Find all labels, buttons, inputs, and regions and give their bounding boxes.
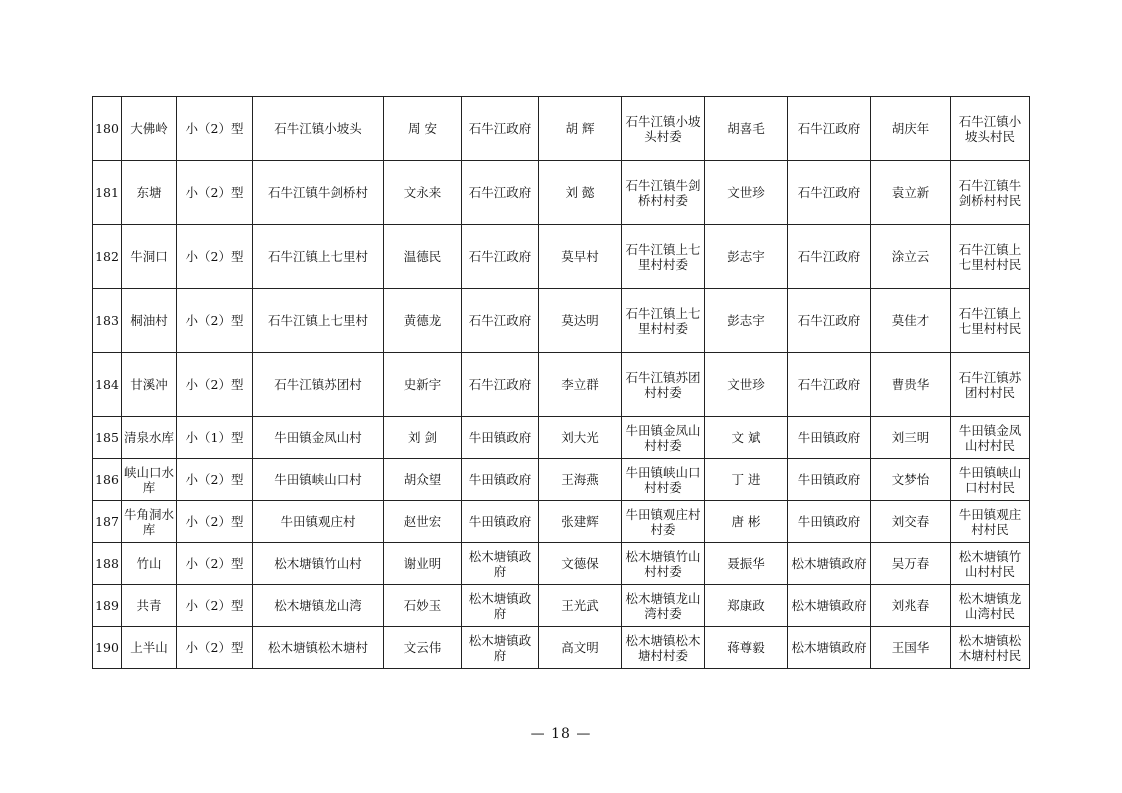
patrol-person-cell: 王国华 [871, 627, 951, 669]
location-cell: 松木塘镇龙山湾 [253, 585, 384, 627]
admin-unit-cell: 牛田镇政府 [462, 417, 539, 459]
admin-person-cell: 赵世宏 [384, 501, 462, 543]
tech-unit-cell: 石牛江镇上七里村村委 [622, 225, 705, 289]
patrol-person-cell: 刘三明 [871, 417, 951, 459]
inspect-unit-cell: 石牛江政府 [788, 225, 871, 289]
table-row [93, 585, 1030, 627]
admin-unit-cell: 石牛江政府 [462, 97, 539, 161]
admin-unit-cell: 松木塘镇政府 [462, 627, 539, 669]
patrol-person-cell: 刘兆春 [871, 585, 951, 627]
inspect-person-cell: 郑康政 [705, 585, 788, 627]
location-cell: 松木塘镇松木塘村 [253, 627, 384, 669]
tech-unit-cell: 松木塘镇松木塘村村委 [622, 627, 705, 669]
patrol-unit-cell: 石牛江镇苏团村村民 [951, 353, 1030, 417]
reservoir-type-cell: 小（2）型 [177, 585, 253, 627]
tech-unit-cell: 石牛江镇小坡头村委 [622, 97, 705, 161]
patrol-unit-cell: 牛田镇金凤山村村民 [951, 417, 1030, 459]
location-cell: 石牛江镇苏团村 [253, 353, 384, 417]
reservoir-name-cell: 共青 [122, 585, 177, 627]
tech-unit-cell: 牛田镇观庄村村委 [622, 501, 705, 543]
inspect-unit-cell: 松木塘镇政府 [788, 627, 871, 669]
admin-unit-cell: 石牛江政府 [462, 289, 539, 353]
table-row [93, 627, 1030, 669]
admin-person-cell: 黄德龙 [384, 289, 462, 353]
admin-person-cell: 史新宇 [384, 353, 462, 417]
inspect-person-cell: 文 斌 [705, 417, 788, 459]
inspect-unit-cell: 松木塘镇政府 [788, 543, 871, 585]
row-number-cell: 181 [93, 161, 122, 225]
tech-person-cell: 王光武 [539, 585, 622, 627]
tech-unit-cell: 石牛江镇牛剑桥村村委 [622, 161, 705, 225]
table-row [93, 289, 1030, 353]
inspect-person-cell: 丁 进 [705, 459, 788, 501]
inspect-person-cell: 彭志宇 [705, 289, 788, 353]
tech-person-cell: 高文明 [539, 627, 622, 669]
inspect-unit-cell: 牛田镇政府 [788, 501, 871, 543]
admin-person-cell: 周 安 [384, 97, 462, 161]
tech-unit-cell: 松木塘镇龙山湾村委 [622, 585, 705, 627]
reservoir-name-cell: 甘溪冲 [122, 353, 177, 417]
admin-person-cell: 文云伟 [384, 627, 462, 669]
tech-unit-cell: 石牛江镇上七里村村委 [622, 289, 705, 353]
table-row [93, 459, 1030, 501]
patrol-unit-cell: 松木塘镇松木塘村村民 [951, 627, 1030, 669]
reservoir-name-cell: 清泉水库 [122, 417, 177, 459]
patrol-unit-cell: 石牛江镇牛剑桥村村民 [951, 161, 1030, 225]
tech-person-cell: 李立群 [539, 353, 622, 417]
admin-unit-cell: 石牛江政府 [462, 353, 539, 417]
inspect-unit-cell: 石牛江政府 [788, 289, 871, 353]
location-cell: 石牛江镇上七里村 [253, 289, 384, 353]
inspect-unit-cell: 牛田镇政府 [788, 417, 871, 459]
inspect-person-cell: 彭志宇 [705, 225, 788, 289]
tech-person-cell: 莫达明 [539, 289, 622, 353]
inspect-unit-cell: 石牛江政府 [788, 161, 871, 225]
row-number-cell: 183 [93, 289, 122, 353]
row-number-cell: 182 [93, 225, 122, 289]
inspect-unit-cell: 牛田镇政府 [788, 459, 871, 501]
inspect-person-cell: 文世珍 [705, 161, 788, 225]
patrol-unit-cell: 牛田镇观庄村村民 [951, 501, 1030, 543]
inspect-unit-cell: 松木塘镇政府 [788, 585, 871, 627]
location-cell: 松木塘镇竹山村 [253, 543, 384, 585]
tech-person-cell: 文德保 [539, 543, 622, 585]
reservoir-type-cell: 小（1）型 [177, 417, 253, 459]
admin-person-cell: 胡众望 [384, 459, 462, 501]
location-cell: 牛田镇观庄村 [253, 501, 384, 543]
table-row [93, 97, 1030, 161]
tech-unit-cell: 石牛江镇苏团村村委 [622, 353, 705, 417]
patrol-unit-cell: 牛田镇峡山口村村民 [951, 459, 1030, 501]
reservoir-type-cell: 小（2）型 [177, 627, 253, 669]
row-number-cell: 188 [93, 543, 122, 585]
row-number-cell: 184 [93, 353, 122, 417]
location-cell: 石牛江镇上七里村 [253, 225, 384, 289]
reservoir-name-cell: 牛洞口 [122, 225, 177, 289]
admin-unit-cell: 石牛江政府 [462, 161, 539, 225]
table-row [93, 543, 1030, 585]
page-number: — 18 — [530, 726, 592, 742]
reservoir-name-cell: 峡山口水库 [122, 459, 177, 501]
patrol-person-cell: 吴万春 [871, 543, 951, 585]
admin-person-cell: 谢业明 [384, 543, 462, 585]
inspect-person-cell: 胡喜毛 [705, 97, 788, 161]
tech-person-cell: 胡 辉 [539, 97, 622, 161]
admin-person-cell: 刘 剑 [384, 417, 462, 459]
reservoir-name-cell: 东塘 [122, 161, 177, 225]
location-cell: 石牛江镇小坡头 [253, 97, 384, 161]
table-row [93, 501, 1030, 543]
row-number-cell: 189 [93, 585, 122, 627]
tech-unit-cell: 松木塘镇竹山村村委 [622, 543, 705, 585]
admin-unit-cell: 牛田镇政府 [462, 501, 539, 543]
reservoir-name-cell: 桐油村 [122, 289, 177, 353]
location-cell: 石牛江镇牛剑桥村 [253, 161, 384, 225]
inspect-person-cell: 蒋尊毅 [705, 627, 788, 669]
inspect-unit-cell: 石牛江政府 [788, 97, 871, 161]
tech-person-cell: 王海燕 [539, 459, 622, 501]
patrol-unit-cell: 石牛江镇上七里村村民 [951, 289, 1030, 353]
table-row [93, 417, 1030, 459]
admin-person-cell: 温德民 [384, 225, 462, 289]
reservoir-type-cell: 小（2）型 [177, 353, 253, 417]
reservoir-name-cell: 上半山 [122, 627, 177, 669]
tech-person-cell: 莫早村 [539, 225, 622, 289]
tech-person-cell: 刘 懿 [539, 161, 622, 225]
reservoir-name-cell: 牛角洞水库 [122, 501, 177, 543]
row-number-cell: 180 [93, 97, 122, 161]
inspect-person-cell: 唐 彬 [705, 501, 788, 543]
reservoir-type-cell: 小（2）型 [177, 97, 253, 161]
tech-person-cell: 刘大光 [539, 417, 622, 459]
row-number-cell: 186 [93, 459, 122, 501]
patrol-person-cell: 涂立云 [871, 225, 951, 289]
location-cell: 牛田镇金凤山村 [253, 417, 384, 459]
patrol-person-cell: 胡庆年 [871, 97, 951, 161]
patrol-unit-cell: 石牛江镇小坡头村民 [951, 97, 1030, 161]
row-number-cell: 187 [93, 501, 122, 543]
patrol-person-cell: 刘交春 [871, 501, 951, 543]
tech-person-cell: 张建辉 [539, 501, 622, 543]
reservoir-type-cell: 小（2）型 [177, 543, 253, 585]
table-row [93, 161, 1030, 225]
inspect-unit-cell: 石牛江政府 [788, 353, 871, 417]
admin-unit-cell: 松木塘镇政府 [462, 543, 539, 585]
patrol-unit-cell: 松木塘镇龙山湾村民 [951, 585, 1030, 627]
reservoir-name-cell: 大佛岭 [122, 97, 177, 161]
location-cell: 牛田镇峡山口村 [253, 459, 384, 501]
reservoir-name-cell: 竹山 [122, 543, 177, 585]
patrol-person-cell: 莫佳才 [871, 289, 951, 353]
table-row [93, 225, 1030, 289]
patrol-person-cell: 文梦怡 [871, 459, 951, 501]
reservoir-type-cell: 小（2）型 [177, 161, 253, 225]
inspect-person-cell: 文世珍 [705, 353, 788, 417]
reservoir-type-cell: 小（2）型 [177, 501, 253, 543]
admin-person-cell: 文永来 [384, 161, 462, 225]
tech-unit-cell: 牛田镇峡山口村村委 [622, 459, 705, 501]
table-row [93, 353, 1030, 417]
patrol-person-cell: 曹贵华 [871, 353, 951, 417]
reservoir-responsibility-table [92, 96, 1030, 669]
patrol-unit-cell: 松木塘镇竹山村村民 [951, 543, 1030, 585]
patrol-unit-cell: 石牛江镇上七里村村民 [951, 225, 1030, 289]
row-number-cell: 185 [93, 417, 122, 459]
row-number-cell: 190 [93, 627, 122, 669]
reservoir-type-cell: 小（2）型 [177, 225, 253, 289]
admin-person-cell: 石妙玉 [384, 585, 462, 627]
inspect-person-cell: 聂振华 [705, 543, 788, 585]
admin-unit-cell: 松木塘镇政府 [462, 585, 539, 627]
admin-unit-cell: 牛田镇政府 [462, 459, 539, 501]
tech-unit-cell: 牛田镇金凤山村村委 [622, 417, 705, 459]
admin-unit-cell: 石牛江政府 [462, 225, 539, 289]
reservoir-type-cell: 小（2）型 [177, 459, 253, 501]
patrol-person-cell: 袁立新 [871, 161, 951, 225]
table-body [93, 97, 1030, 669]
reservoir-type-cell: 小（2）型 [177, 289, 253, 353]
